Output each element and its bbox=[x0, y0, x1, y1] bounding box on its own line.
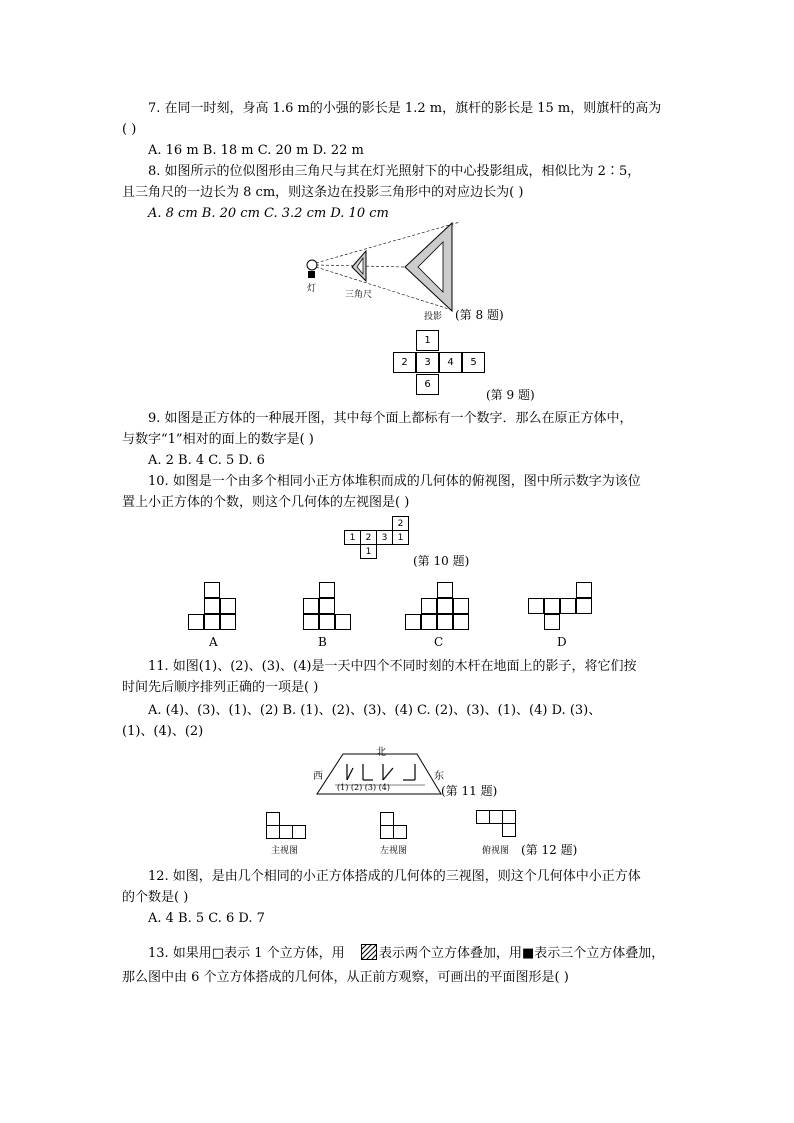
net-face: 1 bbox=[416, 330, 439, 351]
q12-front-view bbox=[266, 812, 316, 842]
pole-labels: (1) (2) (3) (4) bbox=[337, 783, 390, 792]
q12-stem-line1: 12. 如图，是由几个相同的小正方体搭成的几何体的三视图，则这个几何体中小正方体 bbox=[148, 869, 641, 884]
net-face: 2 bbox=[393, 352, 416, 373]
grid-cell: 2 bbox=[392, 516, 409, 531]
q9-caption: (第 9 题) bbox=[486, 388, 535, 402]
q12-options: A. 4 B. 5 C. 6 D. 7 bbox=[148, 911, 265, 926]
shadow-label: 投影 bbox=[424, 312, 443, 322]
grid-cell: 2 bbox=[360, 530, 377, 545]
west-label: 西 bbox=[313, 771, 323, 782]
q11-options-line2: (1)、(4)、(2) bbox=[122, 724, 204, 739]
q10-choice-d-figure bbox=[528, 582, 598, 632]
q10-stem-line2: 置上小正方体的个数，则这个几何体的左视图是( ) bbox=[122, 495, 410, 510]
q11-caption: (第 11 题) bbox=[441, 784, 498, 798]
net-face: 5 bbox=[462, 352, 485, 373]
q10-choice-b-figure bbox=[303, 582, 353, 632]
q12-stem-line2: 的个数是( ) bbox=[122, 890, 189, 905]
q7-options: A. 16 m B. 18 m C. 20 m D. 22 m bbox=[148, 143, 364, 158]
top-view-label: 俯视图 bbox=[482, 846, 510, 856]
q9-cube-net bbox=[390, 330, 490, 400]
q8-figure bbox=[300, 215, 470, 325]
q12-left-view bbox=[380, 812, 415, 842]
q7-stem-line2: ( ) bbox=[122, 122, 137, 137]
q12-top-view bbox=[476, 810, 526, 840]
q9-options: A. 2 B. 4 C. 5 D. 6 bbox=[148, 453, 265, 468]
q8-stem-line2: 且三角尺的一边长为 8 cm，则这条边在投影三角形中的对应边长为( ) bbox=[122, 185, 524, 200]
ruler-label: 三角尺 bbox=[345, 290, 373, 300]
choice-d-label: D bbox=[557, 635, 567, 649]
choice-c-label: C bbox=[434, 635, 444, 649]
grid-cell: 1 bbox=[392, 530, 409, 545]
front-view-label: 主视图 bbox=[271, 846, 299, 856]
hatched-square-icon bbox=[361, 944, 377, 960]
q10-choice-a-figure bbox=[188, 582, 238, 632]
net-face: 6 bbox=[416, 374, 439, 395]
q8-caption: (第 8 题) bbox=[455, 308, 504, 322]
left-view-label: 左视图 bbox=[380, 846, 408, 856]
q11-stem-line2: 时间先后顺序排列正确的一项是( ) bbox=[122, 680, 319, 695]
net-face: 3 bbox=[416, 352, 439, 373]
north-label: 北 bbox=[376, 747, 386, 758]
grid-cell: 1 bbox=[344, 530, 361, 545]
east-label: 东 bbox=[434, 771, 444, 782]
lamp-icon bbox=[307, 260, 317, 270]
q13-stem-line1a: 13. 如果用□表示 1 个立方体，用 bbox=[148, 946, 345, 961]
net-face: 4 bbox=[439, 352, 462, 373]
grid-cell: 3 bbox=[376, 530, 393, 545]
choice-a-label: A bbox=[209, 635, 218, 649]
grid-cell: 1 bbox=[360, 544, 377, 559]
q10-stem-line1: 10. 如图是一个由多个相同小正方体堆积而成的几何体的俯视图，图中所示数字为该位 bbox=[148, 474, 641, 489]
q7-stem-line1: 7. 在同一时刻，身高 1.6 m的小强的影长是 1.2 m，旗杆的影长是 15 m，则旗杆的高为 bbox=[148, 101, 662, 116]
q9-stem-line1: 9. 如图是正方体的一种展开图，其中每个面上都标有一个数字．那么在原正方体中， bbox=[148, 411, 633, 426]
q12-caption: (第 12 题) bbox=[521, 843, 578, 857]
choice-b-label: B bbox=[318, 635, 327, 649]
lamp-label: 灯 bbox=[307, 284, 317, 294]
q10-caption: (第 10 题) bbox=[413, 554, 470, 568]
q11-stem-line1: 11. 如图(1)、(2)、(3)、(4)是一天中四个不同时刻的木杆在地面上的影子，将它们按 bbox=[148, 659, 637, 674]
q8-stem-line1: 8. 如图所示的位似图形由三角尺与其在灯光照射下的中心投影组成，相似比为 2∶5， bbox=[148, 164, 641, 179]
q10-top-view-grid bbox=[344, 516, 414, 566]
q13-stem-line2: 那么图中由 6 个立方体搭成的几何体，从正前方观察，可画出的平面图形是( ) bbox=[122, 970, 569, 985]
q13-stem-line1b: 表示两个立方体叠加，用■表示三个立方体叠加， bbox=[379, 946, 665, 961]
q9-stem-line2: 与数字“1”相对的面上的数字是( ) bbox=[122, 432, 314, 447]
q11-options-line1: A. (4)、(3)、(1)、(2) B. (1)、(2)、(3)、(4) C. (2)、(3)、(1)、(4) D. (3)、 bbox=[148, 703, 602, 718]
q10-choice-c-figure bbox=[405, 582, 475, 632]
q8-options: A. 8 cm B. 20 cm C. 3.2 cm D. 10 cm bbox=[148, 206, 389, 221]
